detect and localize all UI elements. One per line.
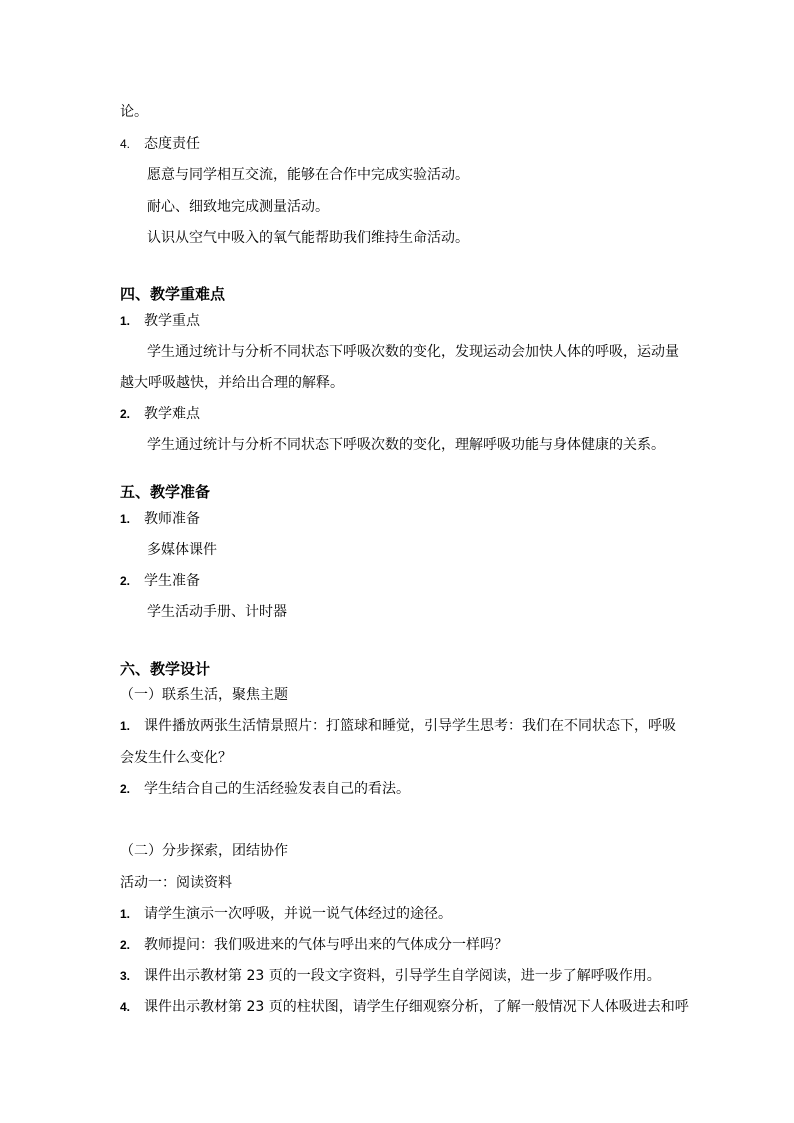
item-text: 学生结合自己的生活经验发表自己的看法。: [144, 781, 410, 797]
paragraph: 多媒体课件: [147, 542, 217, 558]
subsection-heading: （一）联系生活，聚焦主题: [120, 687, 288, 703]
list-item: [120, 572, 200, 590]
list-item: [120, 967, 661, 985]
section-heading-preparation: 五、教学准备: [120, 483, 211, 501]
item-text: 请学生演示一次呼吸，并说一说气体经过的途径。: [144, 906, 452, 922]
paragraph: 会发生什么变化？: [120, 750, 232, 766]
item-text: 课件出示教材第 23 页的柱状图，请学生仔细观察分析，了解一般情况下人体吸进去和呼: [144, 999, 689, 1015]
list-item: [120, 717, 676, 735]
paragraph: 认识从空气中吸入的氧气能帮助我们维持生命活动。: [147, 230, 469, 246]
item-number: 2.: [120, 407, 131, 421]
subsection-attitude: [120, 135, 200, 153]
item-number: 1.: [120, 907, 131, 921]
paragraph: 学生通过统计与分析不同状态下呼吸次数的变化，理解呼吸功能与身体健康的关系。: [147, 437, 665, 453]
continuation-text: 论。: [120, 104, 148, 120]
paragraph: 学生通过统计与分析不同状态下呼吸次数的变化，发现运动会加快人体的呼吸，运动量: [147, 344, 679, 360]
item-number: 2.: [120, 782, 131, 796]
item-title: 教师准备: [144, 511, 200, 527]
item-number: 3.: [120, 969, 131, 983]
item-number: 1.: [120, 512, 131, 526]
subsection-title: 态度责任: [144, 136, 200, 152]
item-title: 教学难点: [144, 406, 200, 422]
list-item: [120, 936, 508, 954]
item-title: 学生准备: [144, 573, 200, 589]
list-item: [120, 905, 452, 923]
item-text: 教师提问：我们吸进来的气体与呼出来的气体成分一样吗？: [144, 937, 508, 953]
item-number: 4.: [120, 1000, 131, 1014]
section-heading-design: 六、教学设计: [120, 660, 211, 678]
item-number: 1.: [120, 314, 131, 328]
paragraph: 学生活动手册、计时器: [147, 604, 287, 620]
section-heading-key-points: 四、教学重难点: [120, 285, 226, 303]
item-number: 4.: [120, 137, 131, 151]
list-item: [120, 780, 410, 798]
item-text: 课件出示教材第 23 页的一段文字资料，引导学生自学阅读，进一步了解呼吸作用。: [144, 968, 661, 984]
item-number: 2.: [120, 938, 131, 952]
list-item: [120, 510, 200, 528]
item-number: 2.: [120, 574, 131, 588]
paragraph: 耐心、细致地完成测量活动。: [147, 199, 329, 215]
item-number: 1.: [120, 719, 131, 733]
activity-heading: 活动一：阅读资料: [120, 875, 232, 891]
paragraph: 愿意与同学相互交流，能够在合作中完成实验活动。: [147, 167, 469, 183]
item-text: 课件播放两张生活情景照片：打篮球和睡觉，引导学生思考：我们在不同状态下，呼吸: [144, 718, 676, 734]
list-item: [120, 405, 200, 423]
list-item: [120, 312, 200, 330]
subsection-heading: （二）分步探索，团结协作: [120, 843, 288, 859]
item-title: 教学重点: [144, 313, 200, 329]
list-item: [120, 998, 689, 1016]
paragraph: 越大呼吸越快，并给出合理的解释。: [120, 375, 344, 391]
